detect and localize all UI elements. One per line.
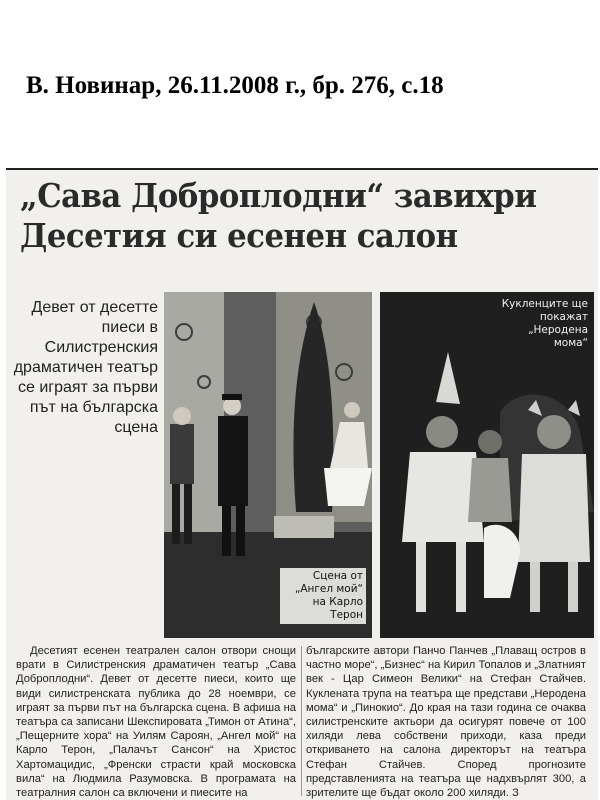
article-headline (20, 176, 550, 256)
article-column-left: Десетият есенен театрален салон отвори снощи врати в Силистренския драматичен театър „Сава Доброплодни“. Девет от десетте пиеси, които ще види силистренската публика до 28 ноември, се играят за първи път на българска сцена. В афиша на театъра са записани Шекспировата „Тимон от Атина“, „Пещерните хора“ на Уилям Сароян, „Ангел мой“ на Карло Терон, „Палачът Сансон“ на Христос Хартомацидис, „Френски страсти край московска вила“ на Людмила Разумовска. В програмата на театралния салон са включени и пиесите на (16, 645, 296, 800)
photo-stage-scene (164, 292, 372, 638)
top-rule (6, 168, 598, 170)
photo-left-caption: Сцена от „Ангел мой“ на Карло Терон (280, 568, 366, 624)
source-citation: В. Новинар, 26.11.2008 г., бр. 276, с.18 (26, 72, 444, 99)
headline-line-1: „Сава Доброплодни“ завихри (20, 176, 537, 215)
headline-line-2: Десетия си есенен салон (20, 216, 458, 255)
article-column-right: българските автори Панчо Панчев „Плаващ остров в частно море“, „Бизнес“ на Кирил Топалов и „Златният век - Цар Симеон Велики“ на Стефан Стайчев. Куклената трупа на театъра ще представи „Неродена мома“ и „Пинокио“. До края на тази година се очаква силистренските актьори да осигурят повече от 100 хиляди лева собствени приходи, каза преди откриването на салона директорът на театъра Стефан Стайчев. Според прогнозите представленията на театъра ще надхвърлят 300, а зрителите ще бъдат около 200 хиляди. З (306, 645, 586, 800)
article-subtitle: Девет от десетте пиеси в Силистренския драматичен театър се играят за първи път на българска сцена (13, 299, 158, 436)
photo-right-caption: Кукленците ще покажат „Неродена мома“ (501, 298, 588, 349)
photo-puppet-theatre (380, 292, 594, 638)
column-divider (301, 646, 302, 796)
newspaper-clipping (6, 168, 598, 800)
